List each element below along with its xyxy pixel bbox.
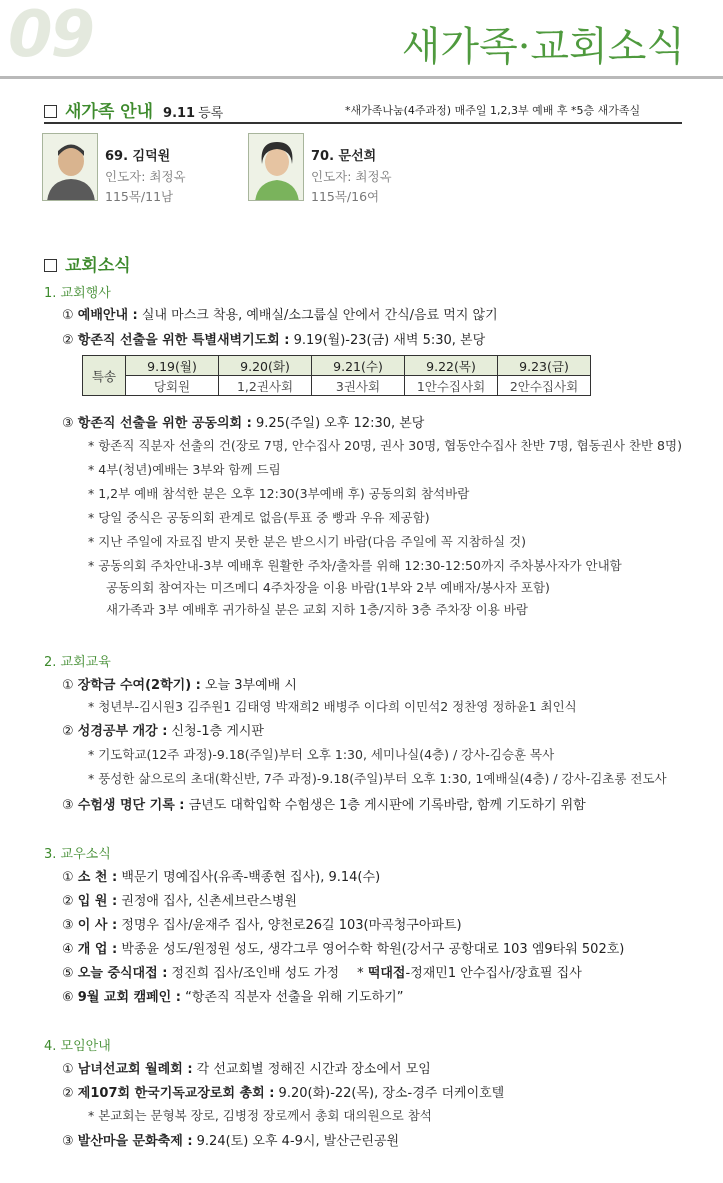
prayer-day: 9.23(금) bbox=[498, 356, 591, 376]
prayer-day: 9.20(화) bbox=[219, 356, 312, 376]
category-church-events: 1. 교회행사 bbox=[44, 286, 111, 301]
item-text: 각 선교회별 정해진 시간과 장소에서 모임 bbox=[196, 1062, 431, 1077]
item-label: 예배안내 : bbox=[77, 308, 138, 323]
category-member-news: 3. 교우소식 bbox=[44, 847, 111, 862]
prayer-group: 3권사회 bbox=[312, 376, 405, 396]
news-item bbox=[62, 1130, 399, 1149]
item-number: ③ bbox=[62, 918, 74, 933]
news-note: 공동의회 참여자는 미즈메디 4주차장을 이용 바람(1부와 2부 예배자/봉사자 포함) bbox=[106, 580, 550, 595]
page-title: 새가족·교회소식 bbox=[401, 24, 685, 70]
news-item bbox=[62, 1058, 431, 1077]
news-item bbox=[62, 914, 462, 933]
item-text: 오늘 3부예배 시 bbox=[205, 678, 297, 693]
item-text: 실내 마스크 착용, 예배실/소그룹실 안에서 간식/음료 먹지 않기 bbox=[141, 308, 498, 323]
news-note: * 공동의회 주차안내-3부 예배후 원활한 주차/출차를 위해 12:30-12:50까지 주차봉사자가 안내함 bbox=[88, 558, 622, 573]
item-label: 개 업 : bbox=[77, 942, 118, 957]
news-note: * 청년부-김시원3 김주원1 김태영 박재희2 배병주 이다희 이민석2 정찬영 정하윤1 최인식 bbox=[88, 699, 577, 714]
item-text: 정진희 집사/조인배 성도 가정 bbox=[171, 966, 340, 981]
title-divider bbox=[0, 76, 723, 79]
news-item: ⑤ 오늘 중식대접 : 정진희 집사/조인배 성도 가정 * 떡대접-정재민1 안수집사/장효필 집사 bbox=[62, 966, 582, 981]
newfamily-reg-label: 등록 bbox=[198, 106, 224, 121]
item-number: ⑥ bbox=[62, 990, 74, 1005]
person-silhouette-icon bbox=[249, 134, 304, 201]
news-note: * 당일 중식은 공동의회 관계로 없음(투표 중 빵과 우유 제공함) bbox=[88, 510, 430, 525]
news-note: * 기도학교(12주 과정)-9.18(주일)부터 오후 1:30, 세미나실(4층) / 강사-김승훈 목사 bbox=[88, 747, 555, 762]
item-label: 발산마을 문화축제 : bbox=[77, 1134, 193, 1149]
newfamily-heading bbox=[44, 97, 223, 122]
item-label: 입 원 : bbox=[77, 894, 118, 909]
category-meetings: 4. 모임안내 bbox=[44, 1039, 111, 1054]
member-guide: 인도자: 최정옥 bbox=[311, 169, 392, 184]
item-number: ② bbox=[62, 1086, 74, 1101]
news-note: * 항존직 직분자 선출의 건(장로 7명, 안수집사 20명, 권사 30명, 협동안수집사 찬반 7명, 협동권사 찬반 8명) bbox=[88, 438, 682, 453]
item-label: 9월 교회 캠페인 : bbox=[77, 990, 181, 1005]
checkbox-square-icon bbox=[44, 105, 57, 118]
item-number: ③ bbox=[62, 798, 74, 813]
item-number: ② bbox=[62, 724, 74, 739]
member-photo bbox=[42, 133, 98, 201]
newfamily-note: *새가족나눔(4주과정) 매주일 1,2,3부 예배 후 *5층 새가족실 bbox=[345, 104, 641, 117]
prayer-group: 2안수집사회 bbox=[498, 376, 591, 396]
news-item bbox=[62, 938, 624, 957]
member-guide: 인도자: 최정옥 bbox=[105, 169, 186, 184]
news-note: * 1,2부 예배 참석한 분은 오후 12:30(3부예배 후) 공동의회 참석바람 bbox=[88, 486, 470, 501]
prayer-group: 1,2권사회 bbox=[219, 376, 312, 396]
member-name: 69. 김덕원 bbox=[105, 149, 171, 164]
news-item bbox=[62, 674, 297, 693]
person-silhouette-icon bbox=[43, 134, 98, 201]
member-photo bbox=[248, 133, 304, 201]
item-number: ① bbox=[62, 678, 74, 693]
news-item bbox=[62, 720, 264, 739]
news-note: * 본교회는 문형복 장로, 김병정 장로께서 총회 대의원으로 참석 bbox=[88, 1108, 432, 1123]
item-label: 항존직 선출을 위한 특별새벽기도회 : bbox=[77, 333, 290, 348]
item-text: 9.24(토) 오후 4-9시, 발산근린공원 bbox=[196, 1134, 400, 1149]
item-text: 정명우 집사/윤재주 집사, 양천로26길 103(마곡청구아파트) bbox=[121, 918, 462, 933]
item-label: 항존직 선출을 위한 공동의회 : bbox=[77, 416, 252, 431]
item-number: ① bbox=[62, 870, 74, 885]
rice-cake-text: -정재민1 안수집사/장효필 집사 bbox=[405, 966, 582, 981]
item-label: 장학금 수여(2학기) : bbox=[77, 678, 201, 693]
prayer-group: 1안수집사회 bbox=[405, 376, 498, 396]
special-prayer-label: 특송 bbox=[83, 356, 126, 396]
prayer-day: 9.22(목) bbox=[405, 356, 498, 376]
member-name: 70. 문선희 bbox=[311, 149, 377, 164]
news-item bbox=[62, 329, 485, 348]
news-item bbox=[62, 890, 297, 909]
rice-cake-label: 떡대접 bbox=[367, 966, 406, 981]
item-number: ④ bbox=[62, 942, 74, 957]
member-district: 115목/16여 bbox=[311, 189, 380, 204]
item-label: 이 사 : bbox=[77, 918, 118, 933]
news-heading bbox=[44, 251, 131, 276]
page-number: 09 bbox=[8, 0, 94, 72]
item-label: 소 천 : bbox=[77, 870, 118, 885]
newfamily-heading-text: 새가족 안내 bbox=[65, 102, 154, 122]
member-info bbox=[105, 147, 186, 207]
item-text: 9.20(화)-22(목), 장소-경주 더케이호텔 bbox=[278, 1086, 505, 1101]
news-note: 새가족과 3부 예배후 귀가하실 분은 교회 지하 1층/지하 3층 주차장 이용 바람 bbox=[106, 602, 528, 617]
item-label: 오늘 중식대접 : bbox=[77, 966, 168, 981]
category-church-education: 2. 교회교육 bbox=[44, 655, 111, 670]
item-text: 백문기 명예집사(유족-백종현 집사), 9.14(수) bbox=[121, 870, 381, 885]
news-heading-text: 교회소식 bbox=[65, 256, 131, 276]
news-note: * 지난 주일에 자료집 받지 못한 분은 받으시기 바람(다음 주일에 꼭 지참하실 것) bbox=[88, 534, 527, 549]
item-text: 박종윤 성도/원정원 성도, 생각그루 영어수학 학원(강서구 공항대로 103 엠9타워 502호) bbox=[121, 942, 625, 957]
news-item bbox=[62, 794, 586, 813]
item-text: 권정애 집사, 신촌세브란스병원 bbox=[121, 894, 297, 909]
news-note: * 4부(청년)예배는 3부와 함께 드림 bbox=[88, 462, 281, 477]
item-label: 성경공부 개강 : bbox=[77, 724, 168, 739]
item-label: 제107회 한국기독교장로회 총회 : bbox=[77, 1086, 275, 1101]
checkbox-square-icon bbox=[44, 259, 57, 272]
news-item bbox=[62, 986, 403, 1005]
news-item bbox=[62, 866, 380, 885]
newfamily-date: 9.11 bbox=[163, 106, 196, 121]
prayer-day: 9.19(월) bbox=[126, 356, 219, 376]
item-text: 9.19(월)-23(금) 새벽 5:30, 본당 bbox=[293, 333, 486, 348]
item-number: ① bbox=[62, 1062, 74, 1077]
item-number: ② bbox=[62, 894, 74, 909]
item-number: ⑤ bbox=[62, 966, 74, 981]
item-number: ③ bbox=[62, 416, 74, 431]
news-item bbox=[62, 304, 498, 323]
member-district: 115목/11남 bbox=[105, 189, 174, 204]
item-number: ③ bbox=[62, 1134, 74, 1149]
item-label: 남녀선교회 월례회 : bbox=[77, 1062, 193, 1077]
item-label: 수험생 명단 기록 : bbox=[77, 798, 185, 813]
item-number: ② bbox=[62, 333, 74, 348]
news-note: * 풍성한 삶으로의 초대(확신반, 7주 과정)-9.18(주일)부터 오후 1:30, 1예배실(4층) / 강사-김초롱 전도사 bbox=[88, 771, 667, 786]
prayer-group: 당회원 bbox=[126, 376, 219, 396]
newfamily-divider bbox=[44, 122, 682, 124]
news-item bbox=[62, 412, 424, 431]
special-prayer-table bbox=[82, 355, 591, 396]
prayer-day: 9.21(수) bbox=[312, 356, 405, 376]
news-item bbox=[62, 1082, 504, 1101]
item-number: ① bbox=[62, 308, 74, 323]
item-text: “항존직 직분자 선출을 위해 기도하기” bbox=[185, 990, 404, 1005]
member-info bbox=[311, 147, 392, 207]
item-text: 9.25(주일) 오후 12:30, 본당 bbox=[255, 416, 425, 431]
item-text: 금년도 대학입학 수험생은 1층 게시판에 기록바람, 함께 기도하기 위함 bbox=[188, 798, 586, 813]
item-text: 신청-1층 게시판 bbox=[171, 724, 264, 739]
